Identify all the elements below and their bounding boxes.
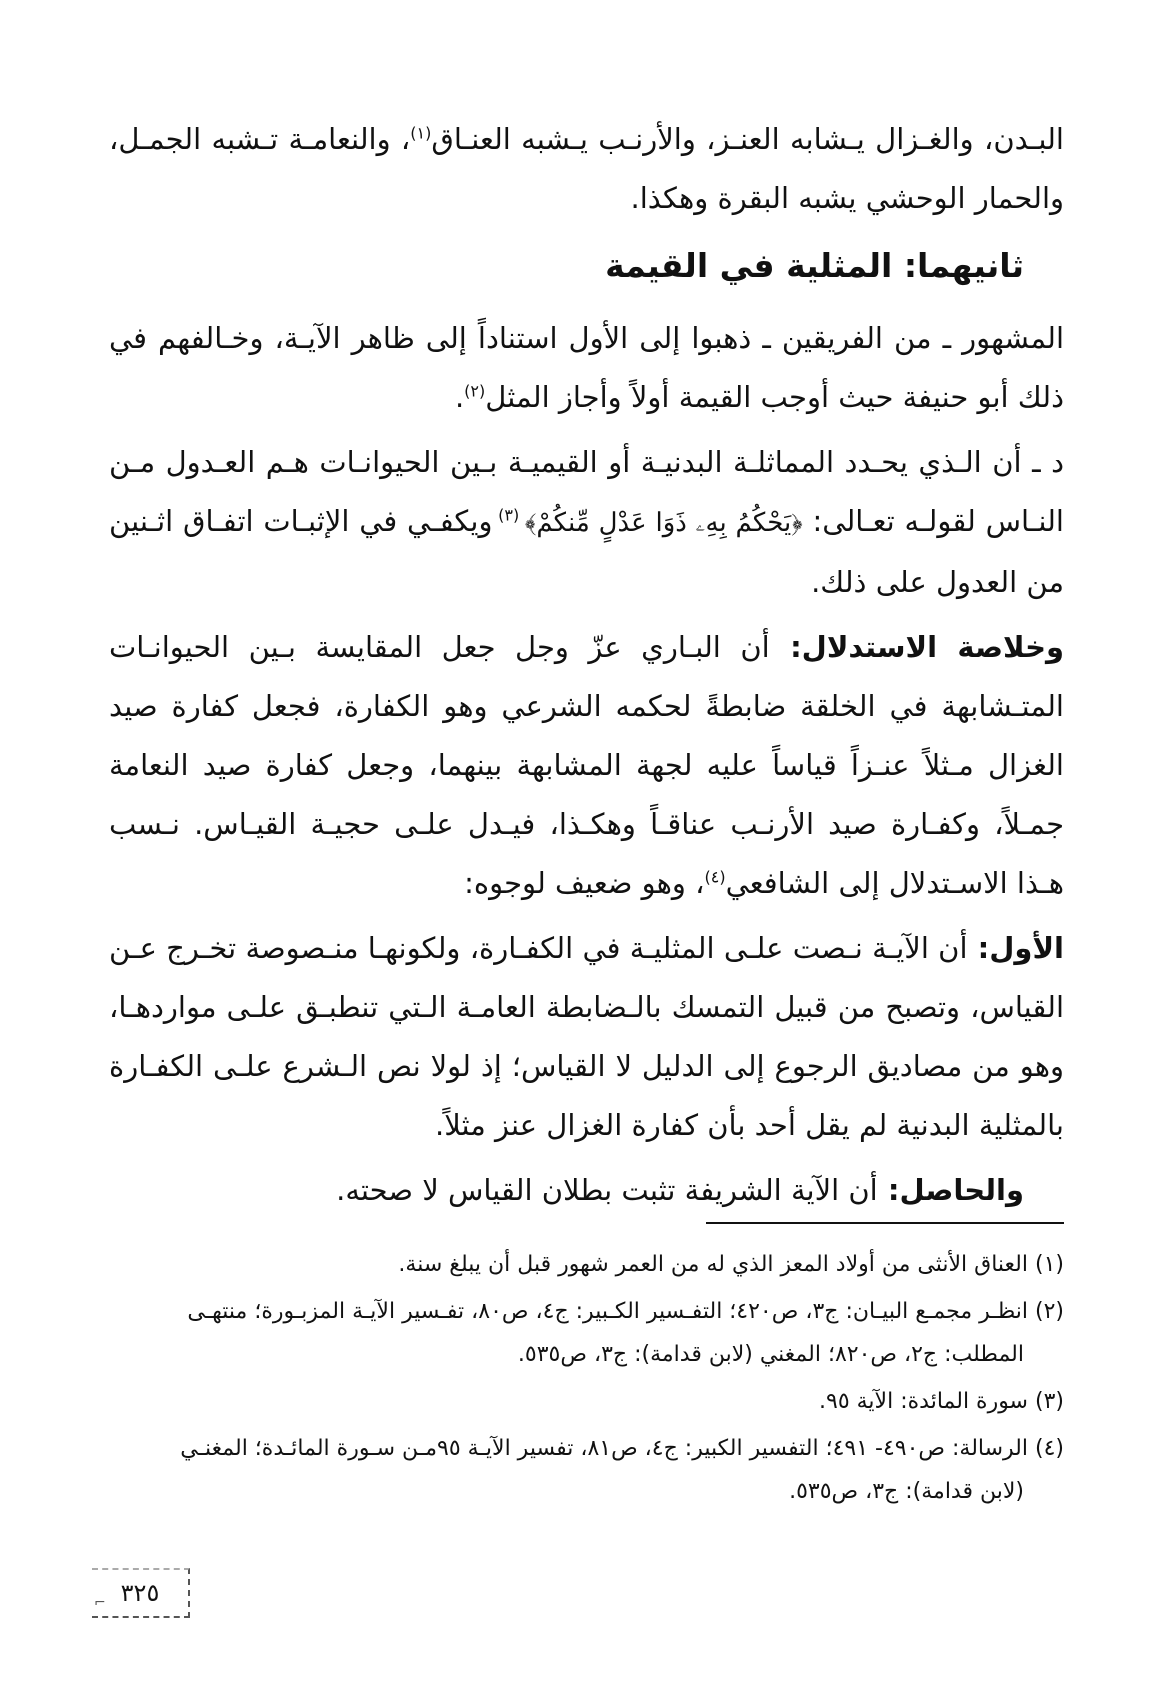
paragraph-3-text-a: د ـ أن الـذي يحـدد المماثلـة البدنيـة أو القيميـة بـين الحيوانـات هـم العـدول مـن النـاس لقولـه تعـالى: (109, 445, 1064, 538)
footnote-3: (٣) سورة المائدة: الآية ٩٥. (819, 1389, 1064, 1414)
paragraph-4 (109, 618, 1064, 913)
footnote-2 (109, 1290, 1064, 1376)
quran-verse: ﴿يَحْكُمُ بِهِۦ ذَوَا عَدْلٍ مِّنكُمْ﴾ (524, 508, 803, 538)
footnote-2-line-1: (٢) انظـر مجمـع البيـان: ج٣، ص٤٢٠؛ التفـسير الكـبير: ج٤، ص٨٠، تفـسير الآيـة المزبـورة؛ منتهـى (187, 1299, 1064, 1324)
paragraph-2-text-a: المشهور ـ من الفريقين ـ ذهبوا إلى الأول استناداً إلى ظاهر الآيـة، وخـالفهم في ذلك أبو حنيفة حيث أوجب القيمة أولاً وأجاز المثل (109, 321, 1064, 414)
paragraph-5-text: أن الآيـة نـصت علـى المثليـة في الكفـارة، ولكونهـا منـصوصة تخـرج عـن القياس، وتصبح من قبيل التمسك بالـضابطة العامـة الـتي تنطبـق علـى مواردهـا، وهو من مصاديق الرجوع إلى الدليل لا القياس؛ إذ لولا نص الـشرع علـى الكفـارة بالمثلية البدنية لم يقل أحد بأن كفارة الغزال عنز مثلاً. (109, 931, 1064, 1142)
footnote-separator (706, 1222, 1064, 1224)
paragraph-4-text-b: ، وهو ضعيف لوجوه: (464, 866, 705, 900)
footnote-4-line-2: (لابن قدامة): ج٣، ص٥٣٥. (789, 1479, 1024, 1504)
page-number: ٣٢٥ (120, 1579, 160, 1607)
page-number-box (92, 1568, 190, 1618)
footnote-1: (١) العناق الأنثى من أولاد المعز الذي له من العمر شهور قبل أن يبلغ سنة. (398, 1252, 1064, 1277)
footnotes (109, 1243, 1064, 1517)
paragraph-5-lead: الأول: (967, 931, 1064, 965)
footnote-ref-2: (٢) (464, 381, 486, 401)
paragraph-1 (109, 110, 1064, 228)
paragraph-1-text-a: البـدن، والغـزال يـشابه العنـز، والأرنـب يـشبه العنـاق (431, 122, 1064, 156)
paragraph-6-text: أن الآية الشريفة تثبت بطلان القياس لا صحته. (336, 1173, 878, 1207)
paragraph-5 (109, 919, 1064, 1155)
section-heading: ثانيهما: المثلية في القيمة (605, 246, 1024, 285)
paragraph-4-lead: وخلاصة الاستدلال: (769, 630, 1064, 664)
paragraph-3 (109, 433, 1064, 612)
paragraph-6 (109, 1161, 1064, 1220)
paragraph-2-text-b: . (454, 380, 465, 414)
paragraph-3-text-b: ويكفـي في الإثبـات اتفـاق اثـنين من العدول على ذلك. (109, 504, 1064, 599)
main-text (109, 110, 1064, 1226)
footnote-ref-4: (٤) (704, 867, 726, 887)
paragraph-2 (109, 309, 1064, 427)
footnote-4 (109, 1427, 1064, 1513)
paragraph-1-text-b: ، والنعامـة تـشبه الجمـل، والحمار الوحشي يشبه البقرة وهكذا. (109, 122, 1064, 215)
footnote-ref-1: (١) (410, 123, 432, 143)
paragraph-4-text-a: أن البـاري عزّ وجل جعل المقايسة بـين الحيوانـات المتـشابهة في الخلقة ضابطةً لحكمه الشرعي وهو الكفارة، فجعل كفارة صيد الغزال مـثلاً عنـزاً قياساً عليه لجهة المشابهة بينهما، وجعل كفارة صيد النعامة جمـلاً، وكفـارة صيد الأرنـب عناقـاً وهكـذا، فيـدل علـى حجيـة القيـاس. نـسب هـذا الاسـتدلال إلى الشافعي (109, 630, 1064, 900)
footnote-2-line-2: المطلب: ج٢، ص٨٢٠؛ المغني (لابن قدامة): ج٣، ص٥٣٥. (517, 1342, 1024, 1367)
footnote-ref-3: (٣) (492, 505, 525, 525)
page-corner-mark: ⌐ (94, 1595, 106, 1611)
footnote-4-line-1: (٤) الرسالة: ص٤٩٠- ٤٩١؛ التفسير الكبير: ج٤، ص٨١، تفسير الآيـة ٩٥مـن سـورة المائـدة؛ المغنـي (180, 1436, 1064, 1461)
paragraph-6-lead: والحاصل: (877, 1173, 1024, 1207)
